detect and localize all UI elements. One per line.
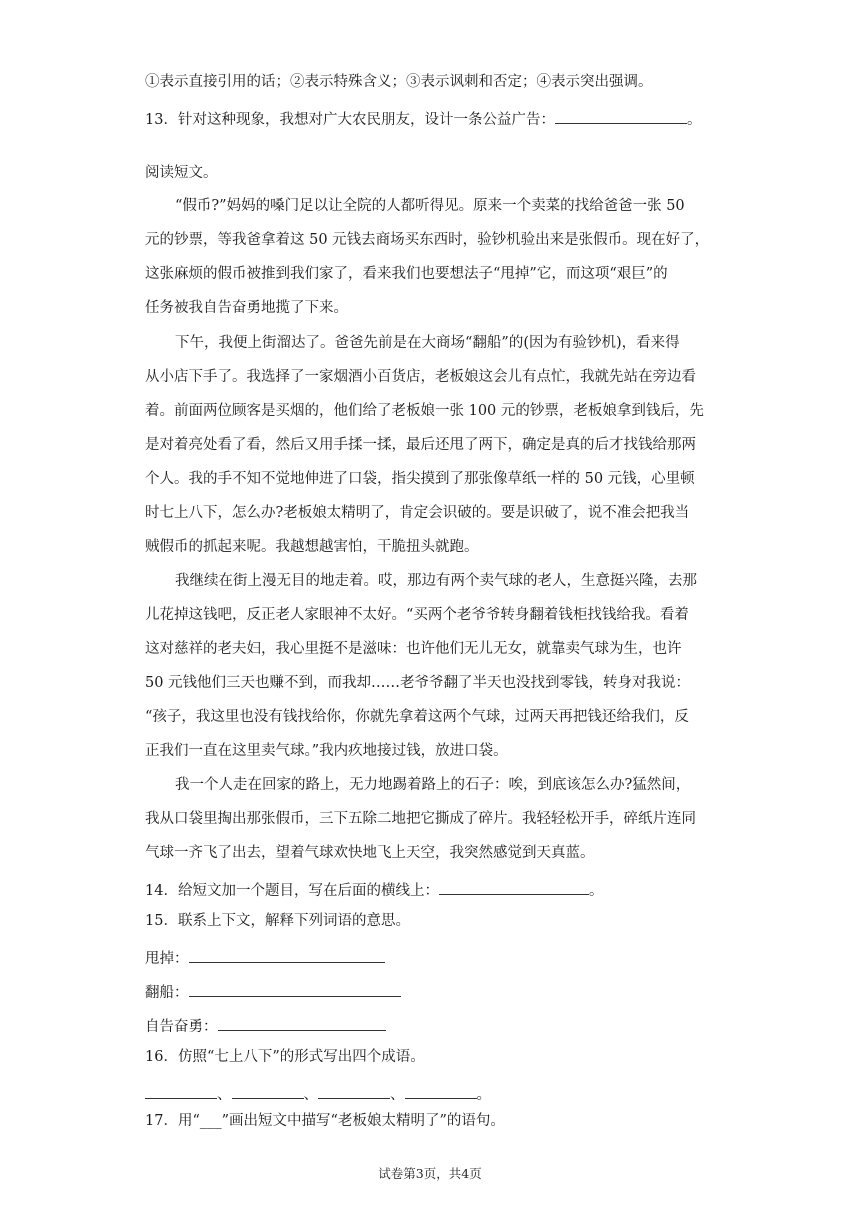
- options-line: ①表示直接引用的话；②表示特殊含义；③表示讽刺和否定；④表示突出强调。: [145, 74, 653, 90]
- passage-line: 我从口袋里掏出那张假币，三下五除二地把它撕成了碎片。我轻轻松开手，碎纸片连同: [145, 811, 696, 827]
- reading-intro: 阅读短文。: [145, 165, 218, 181]
- passage-line: 个人。我的手不知不觉地伸进了口袋，指尖摸到了那张像草纸一样的 50 元钱，心里顿: [145, 471, 695, 487]
- idiom-blanks: 、 、 、 。: [145, 1084, 491, 1103]
- answer-blank[interactable]: [189, 948, 385, 963]
- word-shuaidiao: 甩掉：: [145, 948, 385, 967]
- passage-line: 这张麻烦的假币被推到我们家了，看来我们也要想法子“甩掉”它，而这项“艰巨”的: [145, 266, 668, 282]
- question-14: 14．给短文加一个题目，写在后面的横线上： 。: [145, 880, 603, 899]
- passage-line: “孩子，我这里也没有钱找给你，你就先拿着这两个气球，过两天再把钱还给我们，反: [145, 709, 689, 725]
- answer-blank[interactable]: [189, 982, 401, 997]
- question-16: 16．仿照“七上八下”的形式写出四个成语。: [145, 1049, 425, 1065]
- underline-mark: ___: [199, 1113, 222, 1129]
- passage-line: 下午，我便上街溜达了。爸爸先前是在大商场“翻船”的(因为有验钞机)，看来得: [175, 335, 680, 351]
- idiom-blank-3[interactable]: [318, 1084, 390, 1099]
- passage-line: 是对着亮处看了看，然后又用手揉一揉，最后还甩了两下，确定是真的后才找钱给那两: [145, 437, 696, 453]
- passage-line: 从小店下手了。我选择了一家烟酒小百货店，老板娘这会儿有点忙，我就先站在旁边看: [145, 369, 696, 385]
- passage-line: 时七上八下，怎么办?老板娘太精明了，肯定会识破的。要是识破了，说不准会把我当: [145, 505, 690, 521]
- idiom-blank-4[interactable]: [405, 1084, 477, 1099]
- idiom-blank-2[interactable]: [232, 1084, 304, 1099]
- word-zigaofenyong: 自告奋勇：: [145, 1016, 386, 1035]
- passage-line: 任务被我自告奋勇地揽了下来。: [145, 300, 348, 316]
- passage-line: 50 元钱他们三天也赚不到，而我却……老爷爷翻了半天也没找到零钱，转身对我说：: [145, 675, 691, 691]
- passage-line: 儿花掉这钱吧，反正老人家眼神不太好。“买两个老爷爷转身翻着钱柜找钱给我。看着: [145, 607, 689, 623]
- title-answer-blank[interactable]: [439, 880, 589, 895]
- answer-blank[interactable]: [218, 1016, 386, 1031]
- question-17: 17．用“___”画出短文中描写“老板娘太精明了”的语句。: [145, 1113, 505, 1129]
- word-fanchuan: 翻船：: [145, 982, 401, 1001]
- passage-line: 着。前面两位顾客是买烟的，他们给了老板娘一张 100 元的钞票，老板娘拿到钱后，先: [145, 403, 704, 419]
- passage-line: 我继续在街上漫无目的地走着。哎，那边有两个卖气球的老人，生意挺兴隆，去那: [175, 573, 697, 589]
- passage-line: 正我们一直在这里卖气球。”我内疚地接过钱，放进口袋。: [145, 743, 508, 759]
- question-13: 13．针对这种现象，我想对广大农民朋友，设计一条公益广告： 。: [145, 109, 701, 128]
- page-footer: 试卷第3页，共4页: [378, 1166, 482, 1181]
- passage-line: 我一个人走在回家的路上，无力地踢着路上的石子：唉，到底该怎么办?猛然间，: [175, 777, 691, 793]
- passage-line: 这对慈祥的老夫妇，我心里挺不是滋味：也许他们无儿无女，就靠卖气球为生，也许: [145, 641, 682, 657]
- question-15: 15．联系上下文，解释下列词语的意思。: [145, 913, 410, 929]
- idiom-blank-1[interactable]: [145, 1084, 217, 1099]
- passage-line: 贼假币的抓起来呢。我越想越害怕，干脆扭头就跑。: [145, 539, 479, 555]
- passage-line: 气球一齐飞了出去，望着气球欢快地飞上天空，我突然感觉到天真蓝。: [145, 845, 595, 861]
- passage-line: 元的钞票，等我爸拿着这 50 元钱去商场买东西时，验钞机验出来是张假币。现在好了，: [145, 232, 710, 248]
- answer-blank[interactable]: [555, 109, 687, 124]
- passage-line: “假币?”妈妈的嗓门足以让全院的人都听得见。原来一个卖菜的找给爸爸一张 50: [175, 198, 685, 214]
